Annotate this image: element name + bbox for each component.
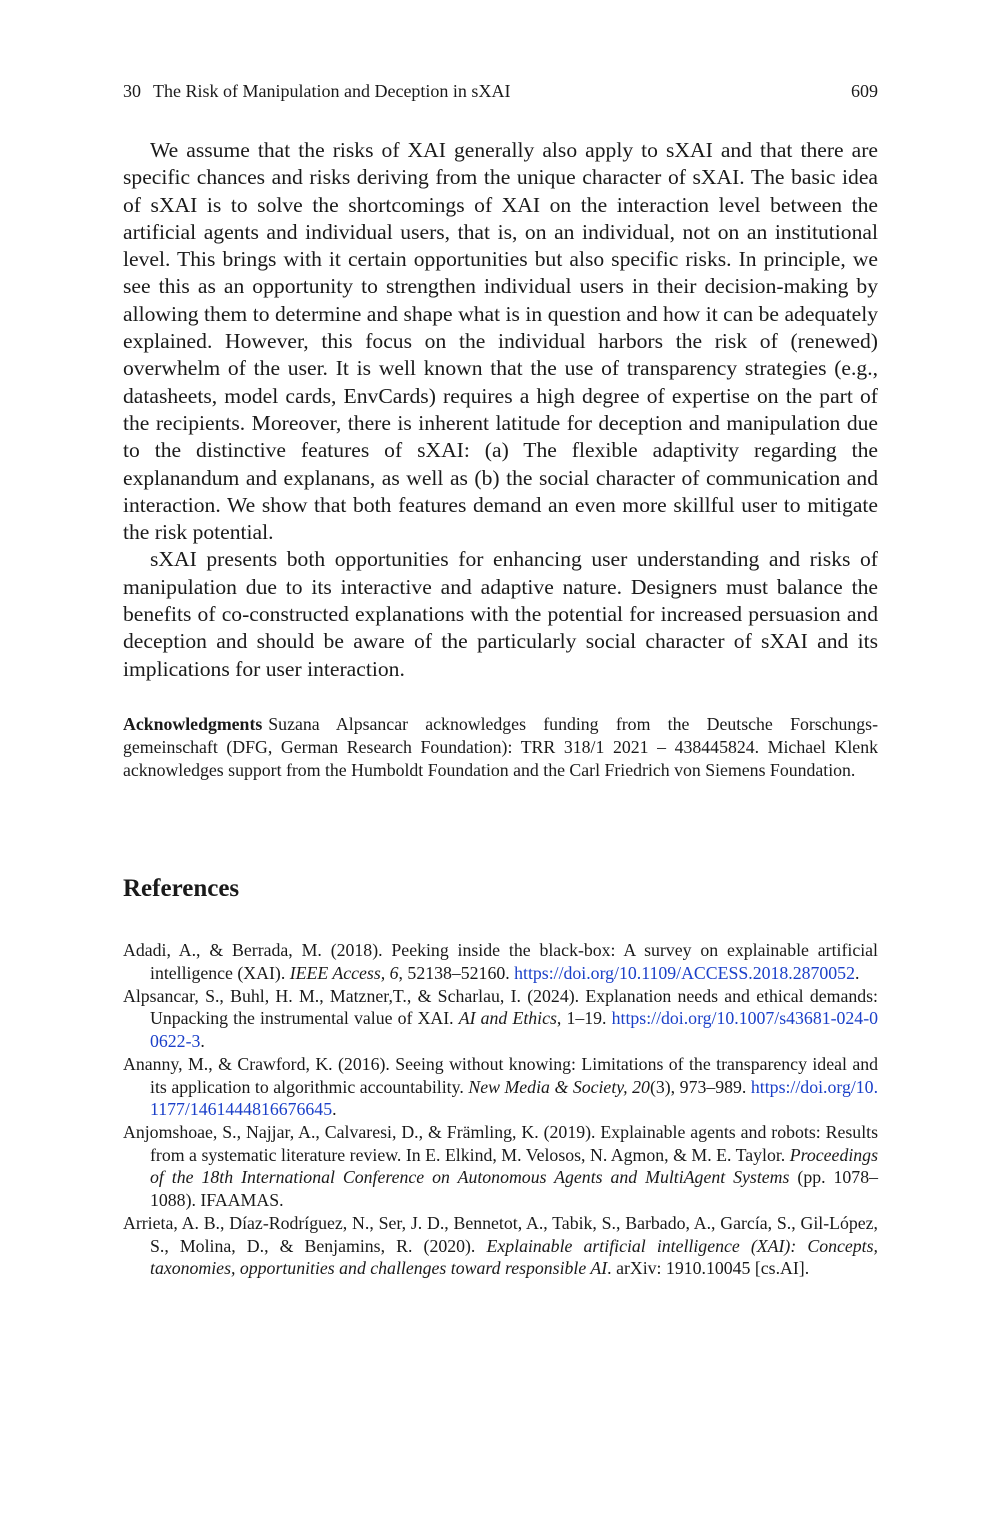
reference-item [123, 1053, 878, 1121]
reference-text: Anjomshoae, S., Najjar, A., Calvaresi, D., & Främling, K. (2019). Explainable agents and robots: Results from a systematic literature review. In E. Elkind, M. Velosos, N. Agmon, & M. E. Taylor. [123, 1122, 878, 1165]
chapter-number: 30 [123, 81, 141, 101]
reference-item [123, 985, 878, 1053]
reference-text: (3), 973–989. [649, 1076, 751, 1097]
reference-text: Adadi, A., & Berrada, M. (2018). Peeking inside the black-box: A survey on explainable artificial intelligence (XAI). [123, 940, 878, 983]
reference-source: Proceedings of the 18th International Conference on Autonomous Agents and MultiAgent Systems [150, 1144, 878, 1188]
reference-text: . arXiv: 1910.10045 [cs.AI]. [607, 1258, 810, 1279]
body-paragraph: We assume that the risks of XAI generally also apply to sXAI and that there are specific chances and risks deriving from the unique character of sXAI. The basic idea of sXAI is to solve the shortcomings of XAI on the interaction level between the artificial agents and individual users, that is, on an individual, not on an institutional level. This brings with it certain opportunities but also specific risks. In principle, we see this as an opportunity to strengthen individual users in their decision-making by allowing them to determine and shape what is in question and how it can be adequately explained. However, this focus on the individual harbors the risk of (renewed) overwhelm of the user. It is well known that the use of transparency strategies (e.g., datasheets, model cards, EnvCards) requires a high degree of expertise on the part of the recipients. Moreover, there is inherent latitude for deception and manipulation due to the distinctive features of sXAI: (a) The flexible adaptivity regarding the explanandum and explanans, as well as (b) the social character of communication and interaction. We show that both features demand an even more skillful user to mitigate the risk potential. [123, 138, 878, 545]
reference-text: Alpsancar, S., Buhl, H. M., Matzner,T., & Scharlau, I. (2024). Explanation needs and ethical demands: Unpacking the instrumental value of XAI. [123, 985, 878, 1029]
acknowledgments-label: Acknowledgments [123, 714, 263, 734]
doi-link[interactable]: https://doi.org/10.1177/1461444816676645 [150, 1076, 879, 1120]
reference-text: , 1–19. [556, 1008, 612, 1029]
reference-text: . [854, 962, 860, 983]
reference-text: Ananny, M., & Crawford, K. (2016). Seeing without knowing: Limitations of the transparency ideal and its application to algorithmic accountability. [123, 1053, 878, 1097]
reference-item [123, 939, 878, 984]
body-text [123, 137, 878, 683]
running-head [123, 79, 878, 103]
reference-text: , 52138–52160. [398, 962, 515, 983]
reference-source: Explainable artificial intelligence (XAI): Concepts, taxonomies, opportunities and challenges toward responsible AI [150, 1235, 878, 1279]
reference-text: (pp. 1078–1088). IFAAMAS. [150, 1167, 878, 1211]
body-paragraph: sXAI presents both opportunities for enhancing user understanding and risks of manipulation due to its interactive and adaptive nature. Designers must balance the benefits of co-constructed explanations with the potential for increased persuasion and deception and should be aware of the particularly social character of sXAI and its implications for user interaction. [123, 547, 878, 681]
reference-text: . [332, 1099, 337, 1120]
reference-list [123, 939, 878, 1280]
reference-source: AI and Ethics [458, 1008, 557, 1029]
chapter-heading [123, 79, 510, 103]
page-number: 609 [851, 81, 878, 101]
acknowledgments [123, 713, 878, 782]
reference-text: . [200, 1030, 205, 1051]
reference-item [123, 1212, 878, 1280]
chapter-title: The Risk of Manipulation and Deception in sXAI [153, 81, 511, 101]
reference-item [123, 1121, 878, 1211]
reference-source: IEEE Access, 6 [289, 962, 399, 983]
doi-link[interactable]: https://doi.org/10.1109/ACCESS.2018.2870052 [514, 962, 855, 983]
doi-link[interactable]: https://doi.org/10.1007/s43681-024-00622-3 [150, 1008, 879, 1051]
reference-source: New Media & Society, 20 [468, 1076, 650, 1097]
references-heading: References [123, 875, 240, 902]
acknowledgments-text: Suzana Alpsancar acknowledges funding from the Deutsche Forschungs-gemeinschaft (DFG, German Research Foundation): TRR 318/1 2021 – 438445824. Michael Klenk acknowledges support from the Humboldt Foundation and the Carl Friedrich von Siemens Foundation. [123, 714, 878, 780]
reference-text: Arrieta, A. B., Díaz-Rodríguez, N., Ser, J. D., Bennetot, A., Tabik, S., Barbado, A., García, S., Gil-López, S., Molina, D., & Benjamins, R. (2020). [123, 1213, 878, 1256]
